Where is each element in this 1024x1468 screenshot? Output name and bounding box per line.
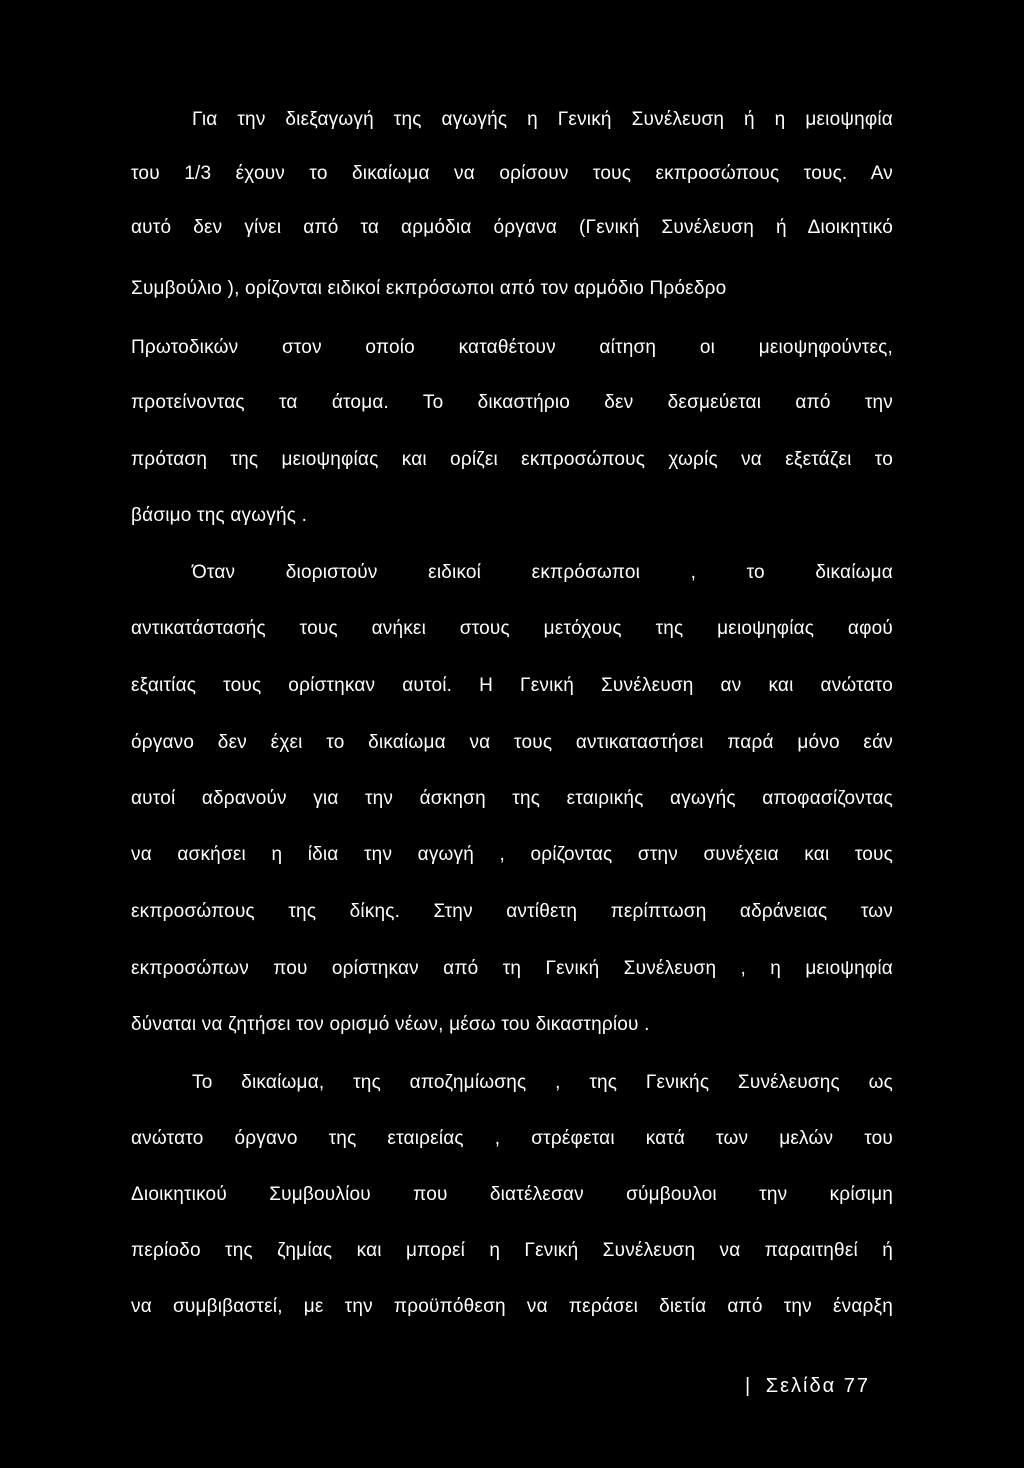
paragraph-1-line-5: Πρωτοδικών στον οποίο καταθέτουν αίτηση οι μειοψηφούντες, (131, 337, 893, 358)
paragraph-2-line-5: αυτοί αδρανούν για την άσκηση της εταιρικής αγωγής αποφασίζοντας (131, 788, 893, 809)
paragraph-2-line-6: να ασκήσει η ίδια την αγωγή , ορίζοντας στην συνέχεια και τους (131, 844, 893, 865)
paragraph-1-line-3: αυτό δεν γίνει από τα αρμόδια όργανα (Γενική Συνέλευση ή Διοικητικό (131, 217, 893, 238)
footer-page-number: 77 (843, 1375, 870, 1397)
paragraph-3-line-3: Διοικητικού Συμβουλίου που διατέλεσαν σύμβουλοι την κρίσιμη (131, 1184, 893, 1205)
footer-separator: | (745, 1375, 753, 1397)
paragraph-3-line-2: ανώτατο όργανο της εταιρείας , στρέφεται κατά των μελών του (131, 1128, 893, 1149)
paragraph-3-line-1: Το δικαίωμα, της αποζημίωσης , της Γενικής Συνέλευσης ως (192, 1072, 893, 1093)
paragraph-2-line-2: αντικατάστασής τους ανήκει στους μετόχους της μειοψηφίας αφού (131, 618, 893, 639)
paragraph-2-line-9: δύναται να ζητήσει τον ορισμό νέων, μέσω του δικαστηρίου . (131, 1014, 650, 1035)
paragraph-2-line-7: εκπροσώπους της δίκης. Στην αντίθετη περίπτωση αδράνειας των (131, 901, 893, 922)
page-footer (745, 1375, 870, 1398)
paragraph-1-line-8: βάσιμο της αγωγής . (131, 505, 308, 526)
paragraph-2-line-1: Όταν διοριστούν ειδικοί εκπρόσωποι , το δικαίωμα (192, 562, 893, 583)
paragraph-1-line-1: Για την διεξαγωγή της αγωγής η Γενική Συνέλευση ή η μειοψηφία (192, 109, 893, 130)
paragraph-2-line-8: εκπροσώπων που ορίστηκαν από τη Γενική Συνέλευση , η μειοψηφία (131, 958, 893, 979)
paragraph-2-line-3: εξαιτίας τους ορίστηκαν αυτοί. Η Γενική Συνέλευση αν και ανώτατο (131, 675, 893, 696)
footer-page-label: Σελίδα (765, 1375, 837, 1397)
paragraph-3-line-4: περίοδο της ζημίας και μπορεί η Γενική Συνέλευση να παραιτηθεί ή (131, 1240, 893, 1261)
paragraph-1-line-2: του 1/3 έχουν το δικαίωμα να ορίσουν τους εκπροσώπους τους. Αν (131, 163, 893, 184)
paragraph-1-line-7: πρόταση της μειοψηφίας και ορίζει εκπροσώπους χωρίς να εξετάζει το (131, 449, 893, 470)
paragraph-3-line-5: να συμβιβαστεί, με την προϋπόθεση να περάσει διετία από την έναρξη (131, 1296, 893, 1317)
paragraph-2-line-4: όργανο δεν έχει το δικαίωμα να τους αντικαταστήσει παρά μόνο εάν (131, 732, 893, 753)
paragraph-1-line-6: προτείνοντας τα άτομα. Το δικαστήριο δεν δεσμεύεται από την (131, 392, 893, 413)
paragraph-1-line-4: Συμβούλιο ), ορίζονται ειδικοί εκπρόσωποι από τον αρμόδιο Πρόεδρο (131, 278, 727, 299)
